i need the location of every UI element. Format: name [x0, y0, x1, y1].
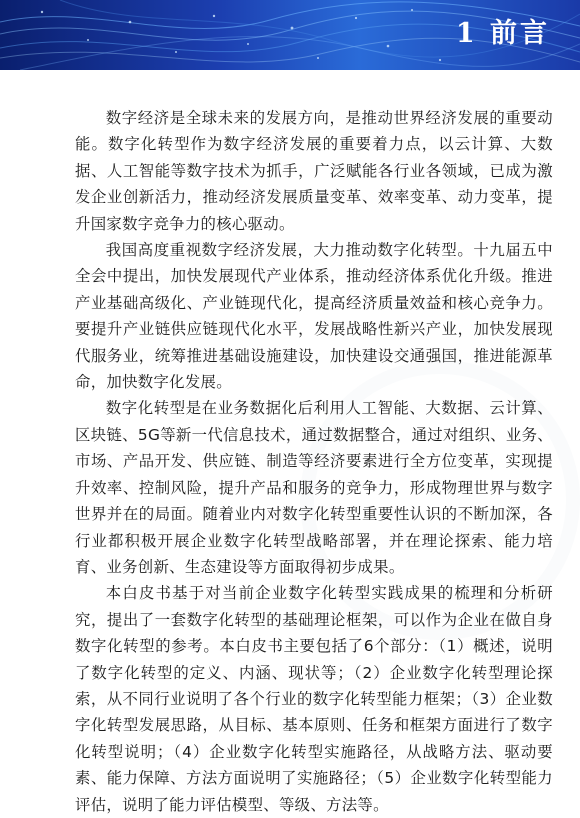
paragraph-3: 数字化转型是在业务数据化后利用人工智能、大数据、云计算、区块链、5G等新一代信息技术，通过数据整合，通过对组织、业务、市场、产品开发、供应链、制造等经济要素进行全方位变革，实现提升效率、控制风险，提升产品和服务的竞争力，形成物理世界与数字世界并在的局面。随着业内对数字化转型重要性认识的不断加深，各行业都积极开展企业数字化转型战略部署，并在理论探索、能力培育、业务创新、生态建设等方面取得初步成果。 [75, 399, 553, 576]
page-title: 1 前言 [455, 18, 550, 49]
paragraph-1: 数字经济是全球未来的发展方向，是推动世界经济发展的重要动能。数字化转型作为数字经济发展的重要着力点，以云计算、大数据、人工智能等数字技术为抓手，广泛赋能各行业各领域，已成为激发企业创新活力，推动经济发展质量变革、效率变革、动力变革，提升国家数字竞争力的核心驱动。 [75, 109, 553, 233]
paragraph-2: 我国高度重视数字经济发展，大力推动数字化转型。十九届五中全会中提出，加快发展现代产业体系，推动经济体系优化升级。推进产业基础高级化、产业链现代化，提高经济质量效益和核心竞争力。要提升产业链供应链现代化水平，发展战略性新兴产业，加快发展现代服务业，统筹推进基础设施建设，加快建设交通强国，推进能源革命，加快数字化发展。 [75, 241, 553, 392]
page-header-banner [0, 0, 580, 70]
preface-body [75, 105, 553, 818]
paragraph-4: 本白皮书基于对当前企业数字化转型实践成果的梳理和分析研究，提出了一套数字化转型的基础理论框架，可以作为企业在做自身数字化转型的参考。本白皮书主要包括了6个部分：（1）概述，说明了数字化转型的定义、内涵、现状等；（2）企业数字化转型理论探索，从不同行业说明了各个行业的数字化转型能力框架；（3）企业数字化转型发展思路，从目标、基本原则、任务和框架方面进行了数字化转型说明；（4）企业数字化转型实施路径，从战略方法、驱动要素、能力保障、方法方面说明了实施路径；（5）企业数字化转型能力评估，说明了能力评估模型、等级、方法等。 [75, 584, 553, 814]
